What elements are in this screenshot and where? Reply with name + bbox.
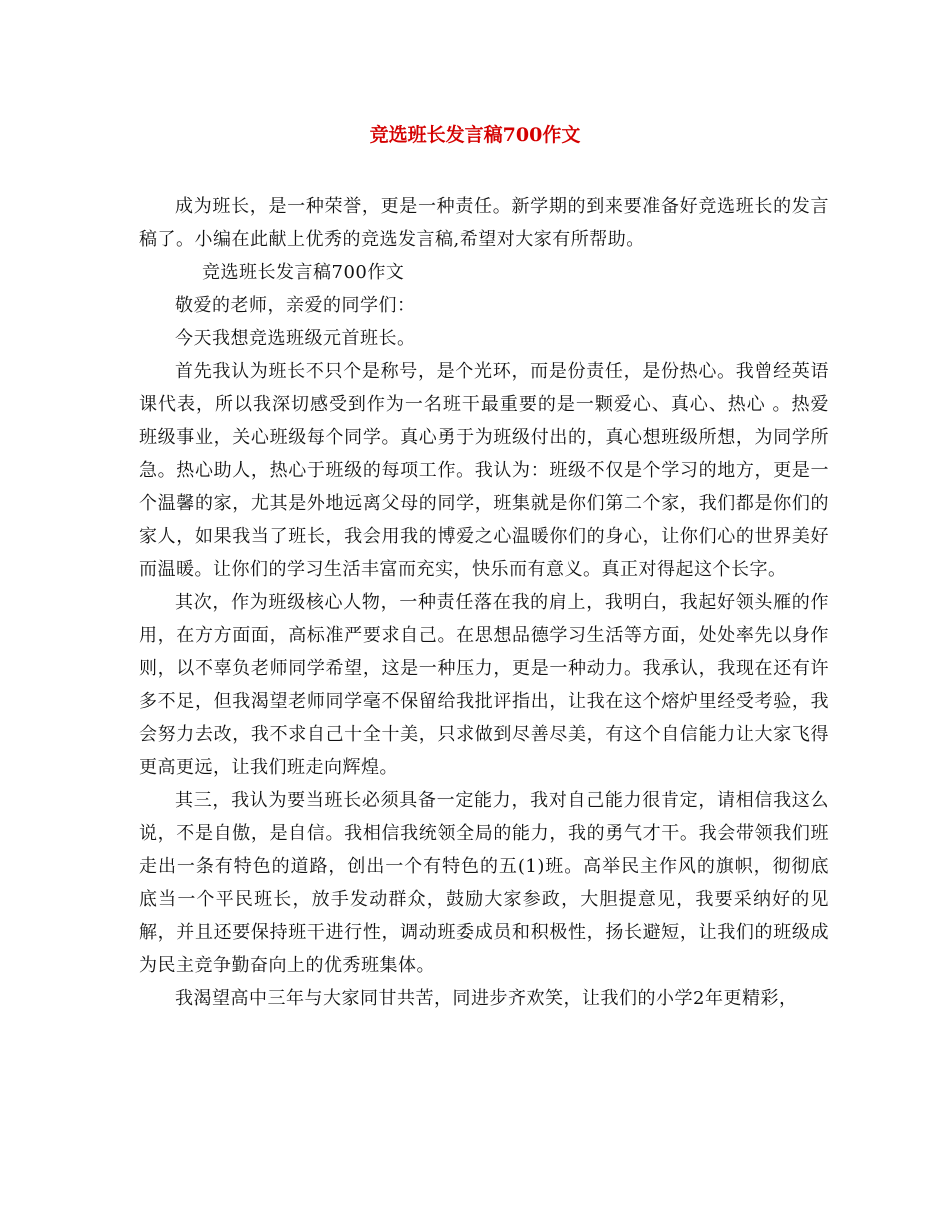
paragraph-second: 其次，作为班级核心人物，一种责任落在我的肩上，我明白，我起好领头雁的作用，在方方面面，高标准严要求自己。在思想品德学习生活等方面，处处率先以身作则，以不辜负老师同学希望，这是一种压力，更是一种动力。我承认，我现在还有许多不足，但我渴望老师同学毫不保留给我批评指出，让我在这个熔炉里经受考验，我会努力去改，我不求自己十全十美，只求做到尽善尽美，有这个自信能力让大家飞得更高更远，让我们班走向辉煌。: [139, 592, 829, 778]
paragraph-subtitle: 竞选班长发言稿700作文: [202, 262, 405, 283]
paragraph-opening: 今天我想竞选班级元首班长。: [175, 328, 416, 349]
paragraph-salutation: 敬爱的老师，亲爱的同学们：: [175, 295, 416, 316]
paragraph-intro: 成为班长，是一种荣誉，更是一种责任。新学期的到来要准备好竞选班长的发言稿了。小编在此献上优秀的竞选发言稿,希望对大家有所帮助。: [139, 196, 829, 250]
document-title: 竞选班长发言稿700作文: [369, 124, 581, 146]
paragraph-third: 其三，我认为要当班长必须具备一定能力，我对自己能力很肯定，请相信我这么说，不是自傲，是自信。我相信我统领全局的能力，我的勇气才干。我会带领我们班走出一条有特色的道路，创出一个有特色的五(1)班。高举民主作风的旗帜，彻彻底底当一个平民班长，放手发动群众，鼓励大家参政，大胆提意见，我要采纳好的见解，并且还要保持班干进行性，调动班委成员和积极性，扬长避短，让我们的班级成为民主竞争勤奋向上的优秀班集体。: [139, 790, 829, 976]
document-body: [139, 190, 829, 1015]
paragraph-closing: 我渴望高中三年与大家同甘共苦，同进步齐欢笑，让我们的小学2年更精彩，: [175, 988, 798, 1009]
paragraph-first: 首先我认为班长不只个是称号，是个光环，而是份责任，是份热心。我曾经英语课代表，所以我深切感受到作为一名班干最重要的是一颗爱心、真心、热心 。热爱班级事业，关心班级每个同学。真心勇于为班级付出的，真心想班级所想，为同学所急。热心助人，热心于班级的每项工作。我认为：班级不仅是个学习的地方，更是一个温馨的家，尤其是外地远离父母的同学，班集就是你们第二个家，我们都是你们的家人，如果我当了班长，我会用我的博爱之心温暖你们的身心，让你们心的世界美好而温暖。让你们的学习生活丰富而充实，快乐而有意义。真正对得起这个长字。: [139, 361, 829, 580]
